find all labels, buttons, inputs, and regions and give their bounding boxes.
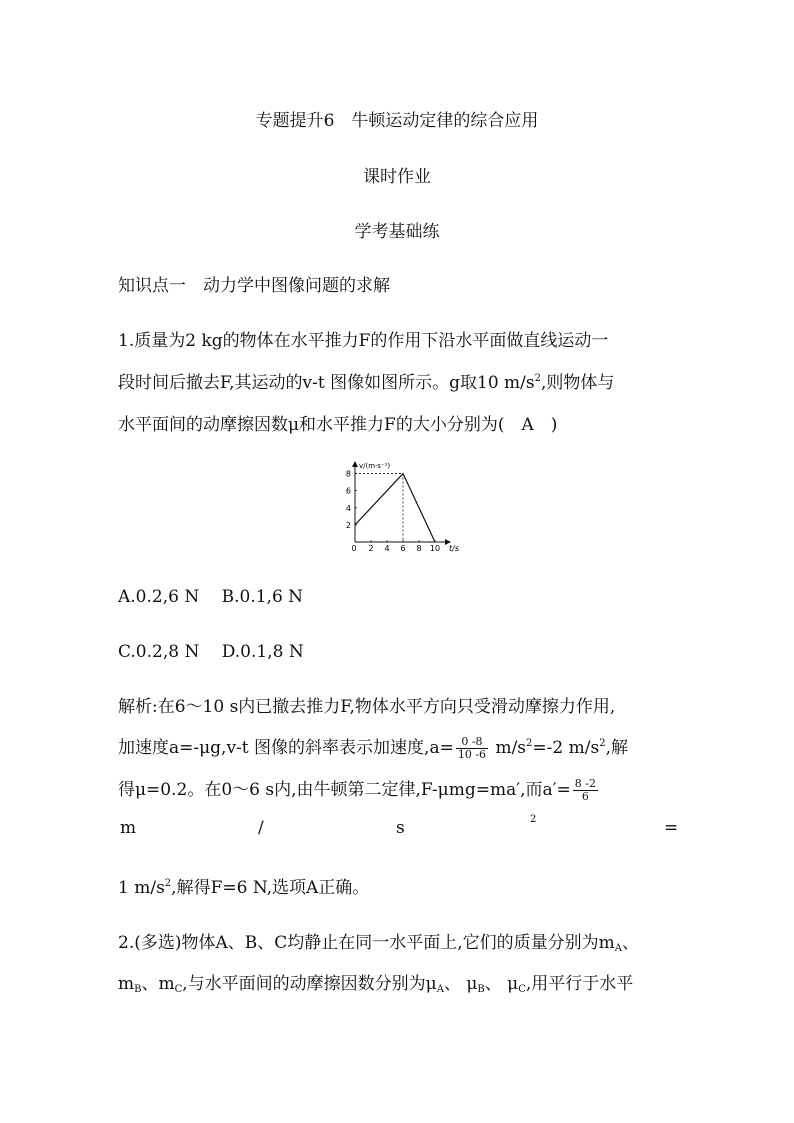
x-tick-label: 4 [384, 544, 390, 553]
subscript: C [174, 984, 183, 995]
vt-series-line [355, 474, 435, 542]
unit-exponent: 2 [530, 814, 537, 825]
superscript: 2 [599, 738, 606, 749]
y-tick-label: 6 [345, 486, 351, 496]
subtitle: 课时作业 [363, 167, 431, 187]
fraction-1 [456, 736, 488, 761]
superscript: 2 [164, 878, 172, 889]
equals-sign: = [664, 818, 679, 838]
fraction-2-numerator: 8 -2 [574, 777, 596, 790]
x-tick-label: 8 [416, 544, 422, 553]
y-tick-label: 4 [345, 503, 351, 513]
analysis-text: 加速度a=-μg,v-t 图像的斜率表示加速度,a= [118, 738, 454, 758]
analysis-line-3 [118, 775, 600, 803]
q1-line-1: 1.质量为2 kg的物体在水平推力F的作用下沿水平面做直线运动一 [118, 331, 609, 351]
fraction-2-denominator: 6 [581, 790, 589, 803]
analysis-text: ,解 [605, 738, 628, 758]
unit-slash: / [258, 818, 264, 838]
q1-line-3: 水平面间的动摩擦因数μ和水平推力F的大小分别为( A ) [118, 415, 558, 435]
fraction-1-denominator: 10 -6 [457, 748, 487, 761]
q1-line-2-text-a: 段时间后撤去F,其运动的v-t 图像如图所示。g取10 m/s [118, 373, 535, 393]
analysis-line-4 [118, 814, 679, 842]
q1-line-2-sup: 2 [534, 373, 541, 384]
unit-m: m [120, 818, 137, 838]
unit-s: s [396, 818, 405, 838]
analysis-text: m/s [490, 738, 527, 758]
q2-text: 、 μ [484, 974, 519, 994]
q1-options-row-2: C.0.2,8 N D.0.1,8 N [118, 642, 304, 662]
x-tick-label: 2 [368, 544, 374, 553]
y-tick-label: 2 [345, 520, 351, 530]
analysis-text: 1 m/s [118, 878, 165, 898]
subscript: C [518, 984, 526, 995]
section-heading: 学考基础练 [354, 222, 440, 242]
x-tick-label: 10 [429, 544, 441, 553]
subscript: B [134, 984, 142, 995]
q2-text: ,与水平面间的动摩擦因数分别为μ [182, 974, 437, 994]
q2-text: 、 μ [443, 974, 478, 994]
fraction-2 [573, 778, 598, 803]
q2-text: 、m [141, 974, 175, 994]
analysis-text: ,解得F=6 N,选项A正确。 [171, 878, 370, 898]
x-tick-label: 0 [351, 544, 357, 553]
subscript: A [614, 943, 623, 954]
q2-text: 、 [622, 933, 640, 953]
q2-text: m [118, 974, 135, 994]
q2-line-1 [118, 928, 639, 954]
analysis-text: =-2 m/s [532, 738, 600, 758]
q1-options-row-1: A.0.2,6 N B.0.1,6 N [118, 587, 304, 607]
page-title: 专题提升6 牛顿运动定律的综合应用 [255, 111, 539, 131]
q2-text: ,用平行于水平 [525, 974, 634, 994]
x-tick-label: 6 [400, 544, 406, 553]
q1-line-2-text-b: ,则物体与 [541, 373, 615, 393]
y-tick-label: 8 [345, 469, 351, 479]
subscript: B [477, 984, 485, 995]
subscript: A [436, 984, 444, 995]
analysis-text: 得μ=0.2。在0～6 s内,由牛顿第二定律,F-μmg=ma′,而a′= [118, 780, 571, 800]
fraction-1-numerator: 0 -8 [456, 736, 488, 749]
analysis-line-1: 解析:在6～10 s内已撤去推力F,物体水平方向只受滑动摩擦力作用, [118, 697, 616, 717]
q2-text: 2.(多选)物体A、B、C均静止在同一水平面上,它们的质量分别为m [118, 933, 615, 953]
superscript: 2 [526, 738, 533, 749]
q2-line-2 [118, 969, 633, 995]
knowledge-point-heading: 知识点一 动力学中图像问题的求解 [118, 276, 390, 296]
vt-graph [336, 456, 466, 556]
q1-line-2 [118, 368, 614, 393]
x-axis-label: t/s [449, 544, 459, 553]
analysis-line-2 [118, 733, 628, 761]
analysis-line-5 [118, 873, 369, 898]
y-axis-label: v/(m·s⁻¹) [359, 462, 391, 470]
